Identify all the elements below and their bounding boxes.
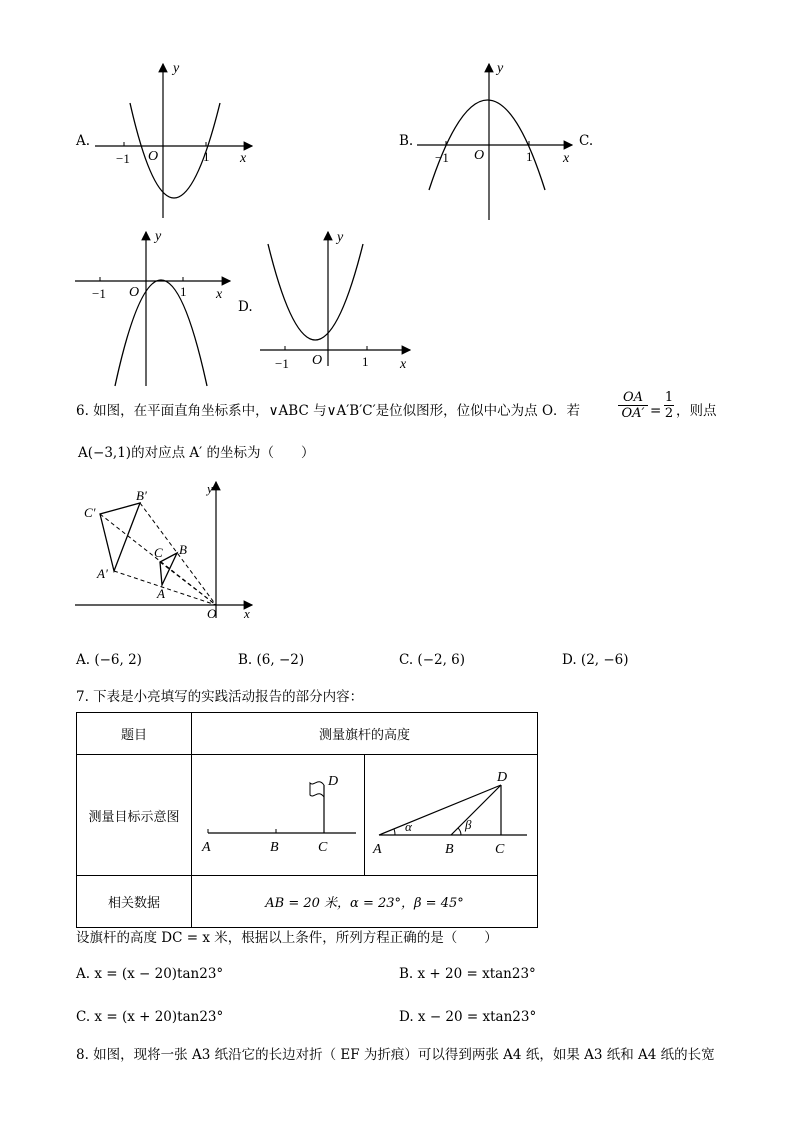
point-d: D: [497, 770, 508, 785]
row-data-value: AB = 20 米，α = 23°，β = 45°: [192, 876, 538, 928]
row-title-head: 题目: [77, 713, 192, 755]
origin-label: O: [207, 606, 217, 621]
q6-fraction: [618, 390, 648, 421]
q6-line2: A(−3,1)的对应点 A′ 的坐标为（ ）: [78, 445, 315, 461]
flagpole-diagram-2: [365, 755, 537, 871]
fraction-numerator: OA: [622, 390, 644, 405]
report-table: [76, 712, 538, 928]
tick-neg-label: −1: [275, 356, 289, 371]
q6-tail: ，则点: [676, 403, 717, 419]
option-c-label: C.: [579, 133, 594, 149]
x-axis-label: x: [244, 606, 250, 621]
point-b-prime: B′: [136, 488, 147, 503]
y-axis-label: y: [173, 61, 180, 76]
x-axis-label: x: [563, 151, 570, 166]
half-denominator: 2: [664, 406, 674, 421]
q6-line1: 6. 如图，在平面直角坐标系中，∨ABC 与∨A′B′C′是位似图形，位似中心为点 O．若: [76, 403, 581, 419]
fraction-denominator: OA′: [618, 405, 648, 421]
q8-line1: 8. 如图，现将一张 A3 纸沿它的长边对折（ EF 为折痕）可以得到两张 A4 纸，如果 A3 纸和 A4 纸的长宽: [76, 1047, 715, 1063]
graph-option-a: [90, 58, 260, 228]
option-b-label: B.: [399, 133, 414, 149]
flagpole-diagram-1: [192, 755, 364, 871]
graph-option-b: [412, 58, 582, 228]
x-axis-label: x: [216, 287, 223, 302]
graph-option-c: [70, 226, 240, 391]
origin-label: O: [474, 148, 485, 163]
equals-sign: =: [650, 403, 662, 419]
point-a: A: [202, 840, 211, 855]
x-axis-label: x: [240, 151, 247, 166]
q7-option-b: B. x + 20 = xtan23°: [399, 966, 536, 982]
origin-label: O: [129, 285, 140, 300]
row-data-head: 相关数据: [77, 876, 192, 928]
q6-option-b: B. (6, −2): [238, 652, 305, 668]
q7-option-a: A. x = (x − 20)tan23°: [76, 966, 224, 982]
tick-pos-label: 1: [526, 149, 533, 164]
point-b: B: [270, 840, 279, 855]
diagram-cell-2: [365, 755, 538, 876]
x-axis-label: x: [400, 357, 407, 372]
tick-neg-label: −1: [435, 150, 449, 165]
angle-beta: β: [465, 817, 472, 832]
point-a: A: [373, 842, 382, 857]
origin-label: O: [312, 353, 323, 368]
row-diagram-head: 测量目标示意图: [77, 755, 192, 876]
y-axis-label: y: [207, 481, 213, 496]
point-b: B: [445, 842, 454, 857]
point-a: A: [157, 586, 165, 601]
point-c: C: [154, 545, 163, 560]
point-c-prime: C′: [84, 505, 96, 520]
row-title-value: 测量旗杆的高度: [192, 713, 538, 755]
tick-pos-label: 1: [180, 284, 187, 299]
point-c: C: [495, 842, 505, 857]
q7-option-c: C. x = (x + 20)tan23°: [76, 1009, 224, 1025]
tick-neg-label: −1: [116, 151, 130, 166]
y-axis-label: y: [155, 229, 162, 244]
q6-option-d: D. (2, −6): [562, 652, 629, 668]
point-b: B: [179, 542, 187, 557]
angle-alpha: α: [405, 819, 412, 834]
option-d-label: D.: [238, 299, 253, 315]
q6-figure: [70, 478, 260, 623]
point-d: D: [328, 774, 339, 789]
diagram-cell-1: [192, 755, 365, 876]
origin-label: O: [148, 149, 159, 164]
y-axis-label: y: [337, 230, 344, 245]
graph-option-d: [255, 226, 425, 376]
q6-half: [664, 390, 674, 421]
q7-intro: 7. 下表是小亮填写的实践活动报告的部分内容：: [76, 689, 364, 705]
point-c: C: [318, 840, 328, 855]
tick-neg-label: −1: [92, 286, 106, 301]
q7-question: 设旗杆的高度 DC = x 米，根据以上条件，所列方程正确的是（ ）: [76, 930, 498, 946]
point-a-prime: A′: [97, 566, 108, 581]
half-numerator: 1: [664, 390, 674, 405]
tick-pos-label: 1: [362, 354, 369, 369]
q6-option-c: C. (−2, 6): [399, 652, 466, 668]
q7-option-d: D. x − 20 = xtan23°: [399, 1009, 537, 1025]
flag-icon: [310, 782, 324, 797]
y-axis-label: y: [497, 61, 504, 76]
q6-option-a: A. (−6, 2): [76, 652, 142, 668]
tick-pos-label: 1: [203, 149, 210, 164]
option-a-label: A.: [76, 133, 91, 149]
